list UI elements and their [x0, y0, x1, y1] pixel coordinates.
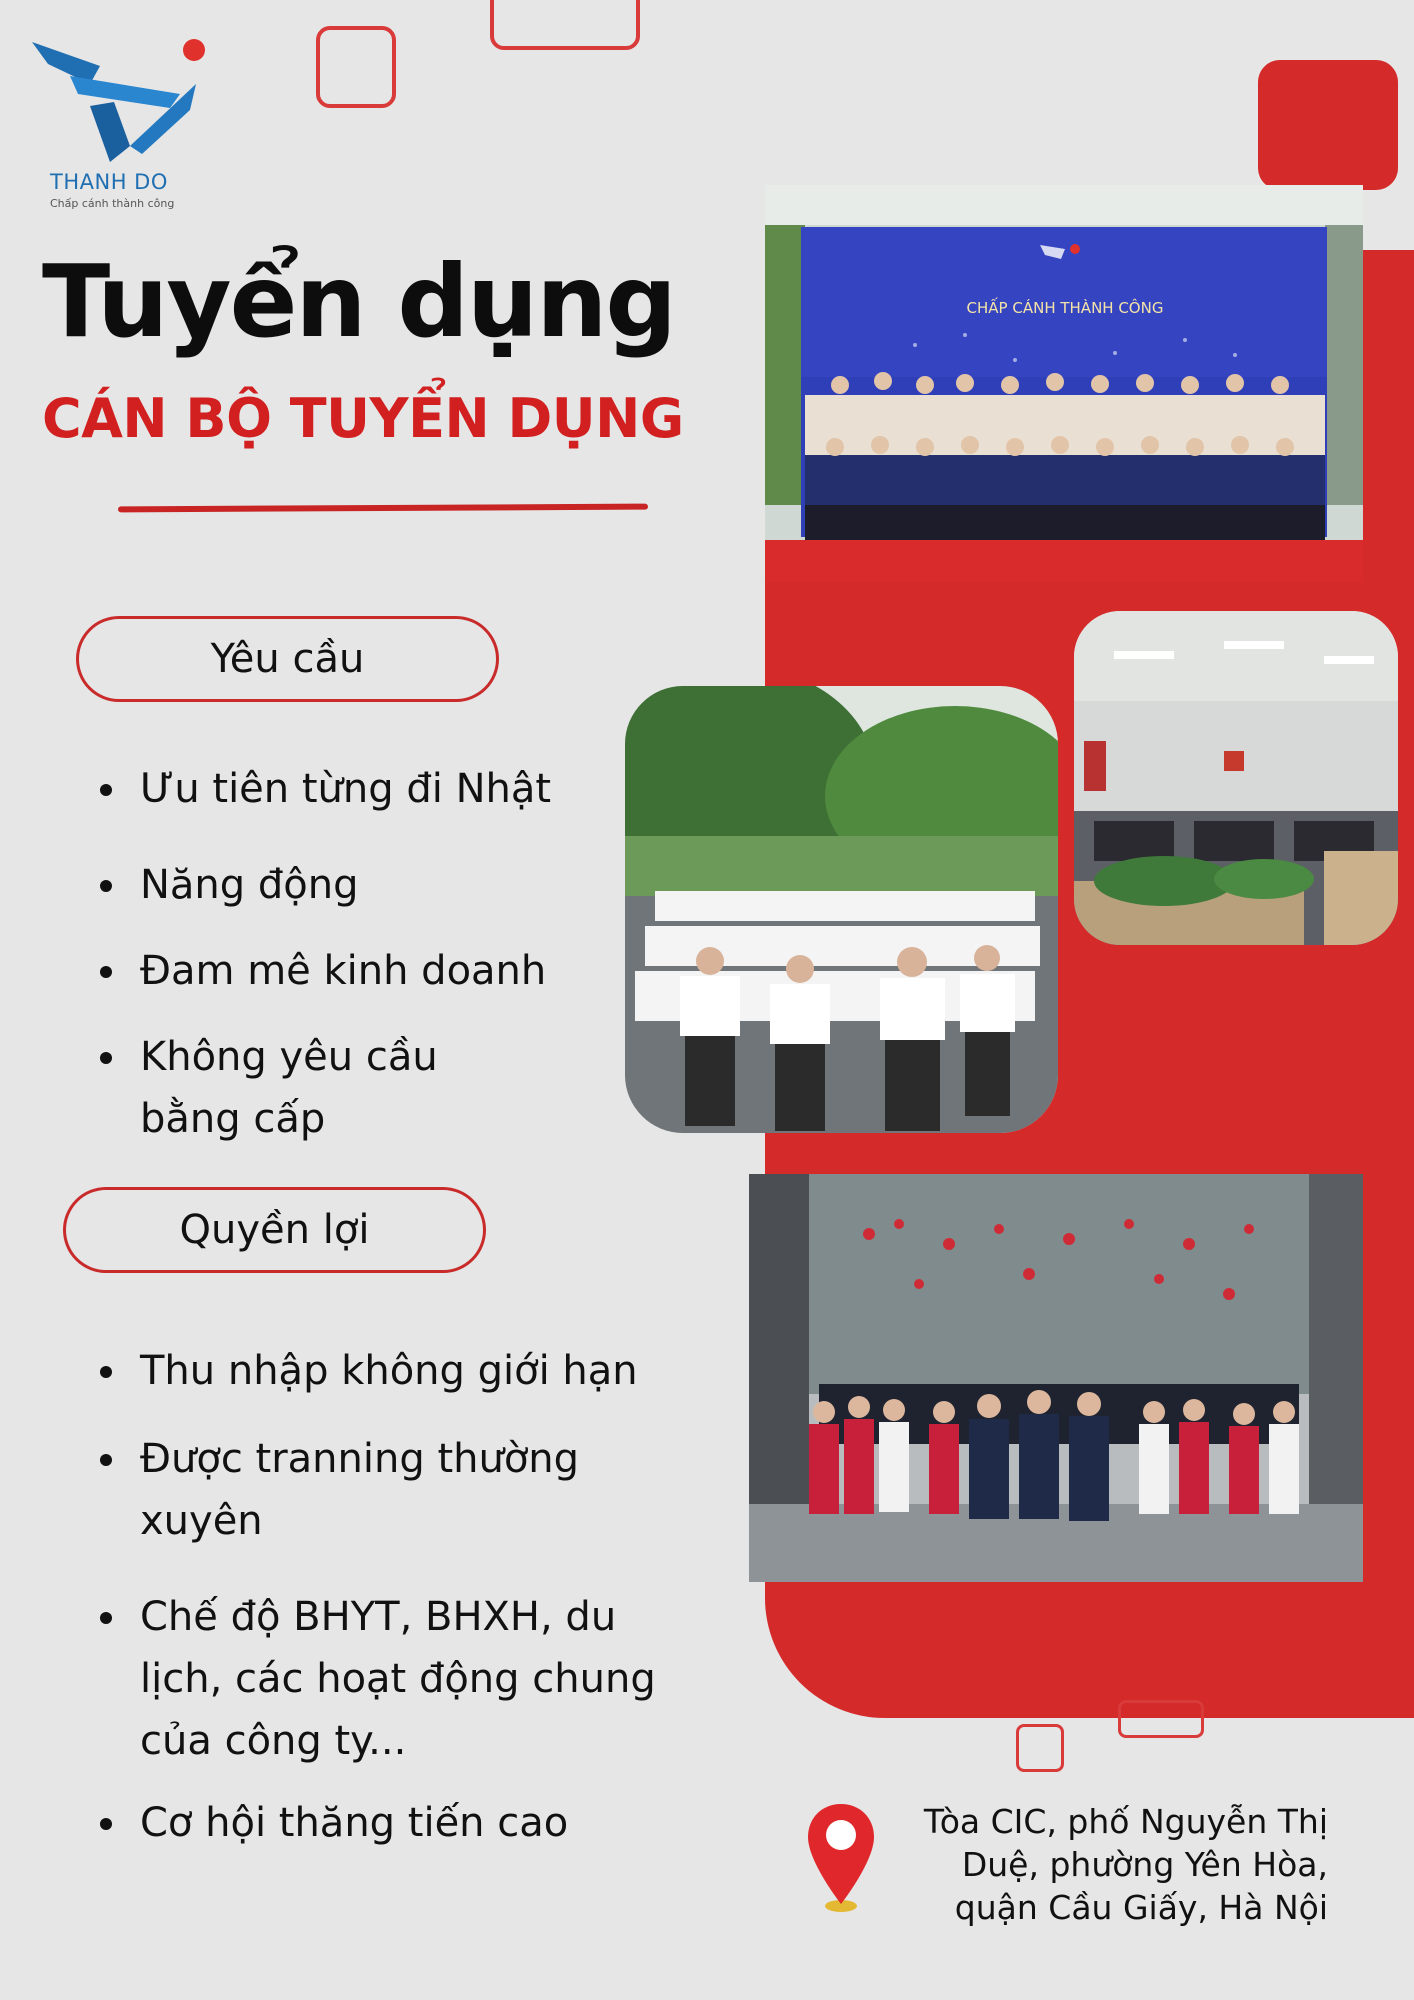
photo-building-group: [749, 1174, 1363, 1582]
requirements-heading: [76, 616, 499, 702]
location-pin-icon: [806, 1802, 876, 1914]
requirements-heading-label: Yêu cầu: [210, 636, 365, 682]
list-item: Đam mê kinh doanh: [140, 940, 620, 1002]
list-item: Năng động: [140, 854, 620, 916]
benefits-heading: [63, 1187, 486, 1273]
page-subtitle: CÁN BỘ TUYỂN DỤNG: [42, 387, 684, 450]
brand-name: THANH DO: [50, 170, 168, 194]
thanh-do-logo-icon: [30, 36, 220, 176]
list-item: Được tranning thường xuyên: [140, 1428, 740, 1552]
list-item: Cơ hội thăng tiến cao: [140, 1792, 740, 1854]
stage-group-image: [765, 185, 1363, 582]
backdrop-text: CHẤP CÁNH THÀNH CÔNG: [966, 299, 1164, 317]
company-address: Tòa CIC, phố Nguyễn Thị Duệ, phường Yên Hòa, quận Cầu Giấy, Hà Nội: [923, 1802, 1328, 1927]
photo-office: [1074, 611, 1398, 945]
red-square-top-right: [1258, 60, 1398, 190]
decor-outline-square-4: [1118, 1700, 1204, 1738]
decor-outline-square-1: [316, 26, 396, 108]
benefits-heading-label: Quyền lợi: [179, 1207, 370, 1253]
uniform-crowd-image: [625, 686, 1058, 1133]
office-image: [1074, 611, 1398, 945]
benefits-list: [140, 1340, 740, 1854]
page-title: Tuyển dụng: [42, 243, 675, 360]
photo-uniform-crowd: [625, 686, 1058, 1133]
list-item: Không yêu cầu bằng cấp: [140, 1026, 620, 1150]
requirements-list: [140, 758, 620, 1150]
decor-outline-square-3: [1016, 1724, 1064, 1772]
brand-tagline: Chấp cánh thành công: [50, 197, 175, 210]
list-item: Ưu tiên từng đi Nhật: [140, 758, 620, 820]
building-group-image: [749, 1174, 1363, 1582]
list-item: Thu nhập không giới hạn: [140, 1340, 740, 1402]
photo-stage-group: [765, 185, 1363, 582]
list-item: Chế độ BHYT, BHXH, du lịch, các hoạt động chung của công ty...: [140, 1586, 740, 1772]
decor-outline-square-2: [490, 0, 640, 50]
title-underline: [118, 504, 648, 513]
